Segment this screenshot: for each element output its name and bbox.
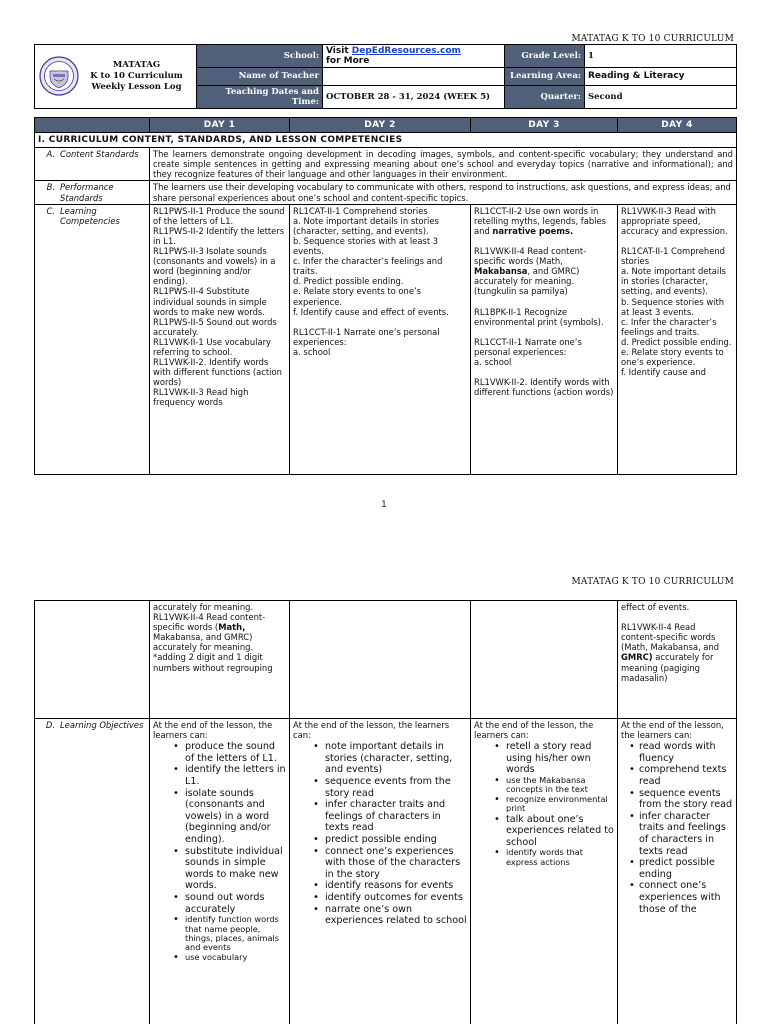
teaching-dates-value: OCTOBER 28 - 31, 2024 (WEEK 5): [323, 85, 505, 108]
list-item: • sound out words accurately: [153, 892, 286, 915]
list-item: • infer character traits and feelings of characters in texts read: [293, 799, 467, 834]
school-label: School:: [197, 45, 323, 68]
grade-level-label: Grade Level:: [505, 45, 585, 68]
list-item: • identify outcomes for events: [293, 892, 467, 904]
competencies-day-4-continued: effect of events. RL1VWK-II-4 Read content-specific words (Math, Makabansa, and GMRC) accurately for meaning (pagiging madasalin): [618, 601, 737, 719]
column-header-day-4: DAY 4: [618, 118, 737, 133]
page-number: 1: [381, 500, 387, 510]
list-item: • substitute individual sounds in simple words to make new words.: [153, 846, 286, 892]
list-item: • use vocabulary: [153, 953, 286, 962]
competencies-day-3-continued: [471, 601, 618, 719]
objectives-day-3-list: [474, 741, 614, 867]
list-item: • sequence events from the story read: [293, 776, 467, 799]
learning-objectives-label: D. Learning Objectives: [35, 719, 150, 1024]
objectives-day-3: [471, 719, 618, 1024]
objectives-intro: At the end of the lesson, the learners can:: [474, 720, 594, 741]
logo-title: MATATAG K to 10 Curriculum Weekly Lesson Log: [90, 59, 183, 92]
lesson-table-page-2: [34, 600, 737, 1024]
performance-standards-text: The learners use their developing vocabulary to communicate with others, respond to instructions, ask questions, and express ideas; and share personal experiences about one’s school and content-specific topics.: [150, 181, 737, 204]
performance-standards-label: B. Performance Standards: [35, 181, 150, 204]
school-value: Visit DepEdResources.com for More: [323, 45, 505, 68]
objectives-day-2-list: [293, 741, 467, 927]
content-standards-label: A. Content Standards: [35, 148, 150, 181]
list-item: • predict possible ending: [293, 834, 467, 846]
performance-standards-row: [35, 181, 737, 204]
list-item: • infer character traits and feelings of characters in texts read: [621, 811, 733, 857]
competencies-day-1-continued: accurately for meaning. RL1VWK-II-4 Read content-specific words (Math, Makabansa, and GMRC) accurately for meaning. *adding 2 digit and 1 digit numbers without regrouping: [150, 601, 290, 719]
objectives-intro: At the end of the lesson, the learners can:: [293, 720, 450, 741]
learning-area-label: Learning Area:: [505, 68, 585, 86]
competencies-day-3: RL1CCT-II-2 Use own words in retelling myths, legends, fables and narrative poems. RL1VWK-II-4 Read content-specific words (Math, Makabansa, and GMRC) accurately for meaning. (tungkulin sa pamilya) RL1BPK-II-1 Recognize environmental print (symbols). RL1CCT-II-1 Narrate one’s personal experiences: a. school RL1VWK-II-2. Identify words with different functions (action words): [471, 204, 618, 474]
column-header-day-1: DAY 1: [150, 118, 290, 133]
list-item: • identify reasons for events: [293, 880, 467, 892]
objectives-day-4: [618, 719, 737, 1024]
list-item: • retell a story read using his/her own words: [474, 741, 614, 776]
column-header-blank: [35, 118, 150, 133]
objectives-intro: At the end of the lesson, the learners can:: [621, 720, 724, 741]
list-item: • read words with fluency: [621, 741, 733, 764]
competencies-day-4: RL1VWK-II-3 Read with appropriate speed, accuracy and expression. RL1CAT-II-1 Comprehend stories a. Note important details in stories (character, setting, and events). b. Sequence stories with at least 3 events. c. Infer the character’s feelings and traits. d. Predict possible ending. e. Relate story events to one’s experience. f. Identify cause and: [618, 204, 737, 474]
content-standards-row: [35, 148, 737, 181]
list-item: • identify function words that name people, things, places, animals and events: [153, 915, 286, 953]
content-standards-text: The learners demonstrate ongoing development in decoding images, symbols, and content-specific vocabulary; they understand and create simple sentences in getting and expressing meaning about one’s school and everyday topics (narrative and informational); and they recognize features of their language and other languages in their environment.: [150, 148, 737, 181]
running-header: MATATAG K TO 10 CURRICULUM: [571, 34, 734, 44]
document-page-2: [0, 512, 768, 1024]
competencies-label: C. Learning Competencies: [35, 204, 150, 474]
list-item: • use the Makabansa concepts in the text: [474, 776, 614, 795]
list-item: • identify the letters in L1.: [153, 764, 286, 787]
quarter-value: Second: [585, 85, 737, 108]
competencies-day-2: RL1CAT-II-1 Comprehend stories a. Note important details in stories (character, setting, and events). b. Sequence stories with at least 3 events. c. Infer the character’s feelings and traits. d. Predict possible ending. e. Relate story events to one’s experience. f. Identify cause and effect of events. RL1CCT-II-1 Narrate one’s personal experiences: a. school: [290, 204, 471, 474]
continuation-label-blank: [35, 601, 150, 719]
objectives-day-2: [290, 719, 471, 1024]
objectives-day-4-list: [621, 741, 733, 915]
competencies-day-1: RL1PWS-II-1 Produce the sound of the letters of L1. RL1PWS-II-2 Identify the letters in L1. RL1PWS-II-3 Isolate sounds (consonants and vowels) in a word (beginning and/or ending). RL1PWS-II-4 Substitute individual sounds in simple words to make new words. RL1PWS-II-5 Sound out words accurately. RL1VWK-II-1 Use vocabulary referring to school. RL1VWK-II-2. Identify words with different functions (action words) RL1VWK-II-3 Read high frequency words: [150, 204, 290, 474]
list-item: • talk about one’s experiences related to school: [474, 814, 614, 849]
lesson-log-header-table: [34, 44, 737, 109]
competencies-continuation-row: [35, 601, 737, 719]
quarter-label: Quarter:: [505, 85, 585, 108]
list-item: • predict possible ending: [621, 857, 733, 880]
list-item: • comprehend texts read: [621, 764, 733, 787]
list-item: • narrate one’s own experiences related to school: [293, 904, 467, 927]
list-item: • recognize environmental print: [474, 795, 614, 814]
running-header: MATATAG K TO 10 CURRICULUM: [571, 577, 734, 587]
learning-objectives-row: [35, 719, 737, 1024]
day-header-row: [35, 118, 737, 133]
list-item: • connect one’s experiences with those of the characters in the story: [293, 846, 467, 881]
list-item: • identify words that express actions: [474, 848, 614, 867]
objectives-intro: At the end of the lesson, the learners can:: [153, 720, 273, 741]
teaching-dates-label: Teaching Dates and Time:: [197, 85, 323, 108]
grade-level-value: 1: [585, 45, 737, 68]
competencies-day-2-continued: [290, 601, 471, 719]
lesson-table-page-1: [34, 117, 737, 475]
objectives-day-1-list: [153, 741, 286, 962]
deped-seal-icon: [39, 56, 79, 96]
teacher-label: Name of Teacher: [197, 68, 323, 86]
objectives-day-1: [150, 719, 290, 1024]
list-item: • sequence events from the story read: [621, 788, 733, 811]
competencies-row: [35, 204, 737, 474]
column-header-day-3: DAY 3: [471, 118, 618, 133]
column-header-day-2: DAY 2: [290, 118, 471, 133]
list-item: • isolate sounds (consonants and vowels) in a word (beginning and/or ending).: [153, 788, 286, 846]
learning-area-value: Reading & Literacy: [585, 68, 737, 86]
list-item: • note important details in stories (character, setting, and events): [293, 741, 467, 776]
list-item: • produce the sound of the letters of L1.: [153, 741, 286, 764]
list-item: • connect one’s experiences with those of the: [621, 880, 733, 915]
logo-cell: [35, 45, 197, 109]
section-title: I. CURRICULUM CONTENT, STANDARDS, AND LESSON COMPETENCIES: [35, 133, 737, 148]
depedresources-link[interactable]: DepEdResources.com: [351, 46, 461, 56]
teacher-value: [323, 68, 505, 86]
